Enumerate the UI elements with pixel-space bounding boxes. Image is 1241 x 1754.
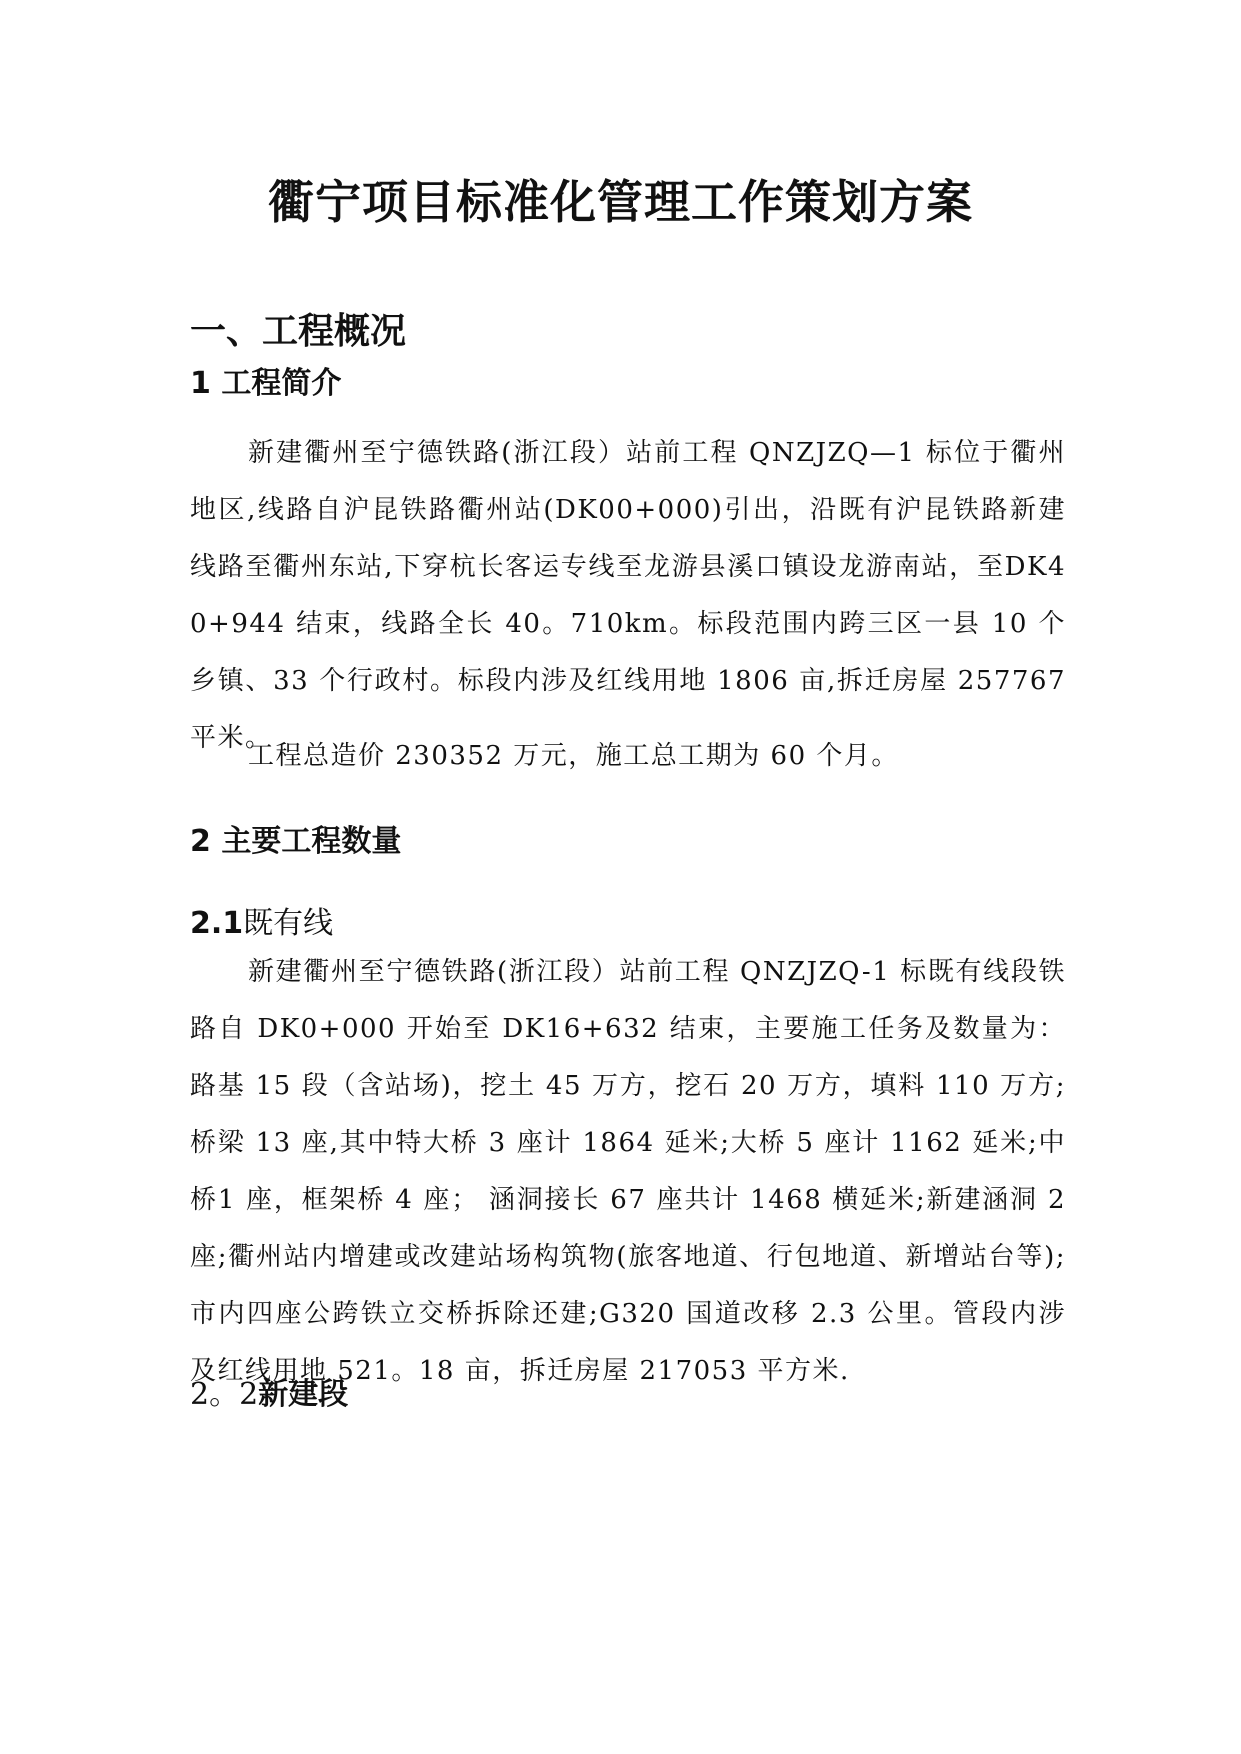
subsection-label: 既有线 [243, 906, 334, 941]
subsection-heading-intro: 1 工程简介 [190, 366, 342, 401]
subsection-label: 新建段 [258, 1377, 349, 1412]
subsection-heading-quantities: 2 主要工程数量 [190, 824, 402, 859]
document-title: 衢宁项目标准化管理工作策划方案 [268, 175, 973, 229]
subsection-number: 2。2 [190, 1377, 259, 1412]
existing-line-paragraph: 新建衢州至宁德铁路(浙江段）站前工程 QNZJZQ-1 标既有线段铁路自 DK0+000 开始至 DK16+632 结束，主要施工任务及数量为：路基 15 段（含站场)，挖土 45 万方，挖石 20 万方，填料 110 万方;桥梁 13 座,其中特大桥 3 座计 1864 延米;大桥 5 座计 1162 延米;中桥1 座，框架桥 4 座； 涵洞接长 67 座共计 1468 横延米;新建涵洞 2 座;衢州站内增建或改建站场构筑物(旅客地道、行包地道、新增站台等); 市内四座公跨铁立交桥拆除还建;G320 国道改移 2.3 公里。管段内涉及红线用地 521。18 亩，拆迁房屋 217053 平方米. [190, 957, 1094, 1386]
subsection-heading-existing-line [190, 904, 333, 944]
subsection-number: 2.1 [190, 906, 244, 941]
intro-paragraph: 新建衢州至宁德铁路(浙江段）站前工程 QNZJZQ—1 标位于衢州地区,线路自沪昆铁路衢州站(DK00+000)引出，沿既有沪昆铁路新建线路至衢州东站,下穿杭长客运专线至龙游县溪口镇设龙游南站，至DK40+944 结束，线路全长 40。710km。标段范围内跨三区一县 10 个乡镇、33 个行政村。标段内涉及红线用地 1806 亩,拆迁房屋 257767平米。 [190, 438, 1066, 753]
cost-paragraph: 工程总造价 230352 万元，施工总工期为 60 个月。 [248, 741, 899, 771]
section-heading-overview: 一、工程概况 [190, 311, 407, 352]
subsection-heading-new-section [190, 1375, 348, 1415]
